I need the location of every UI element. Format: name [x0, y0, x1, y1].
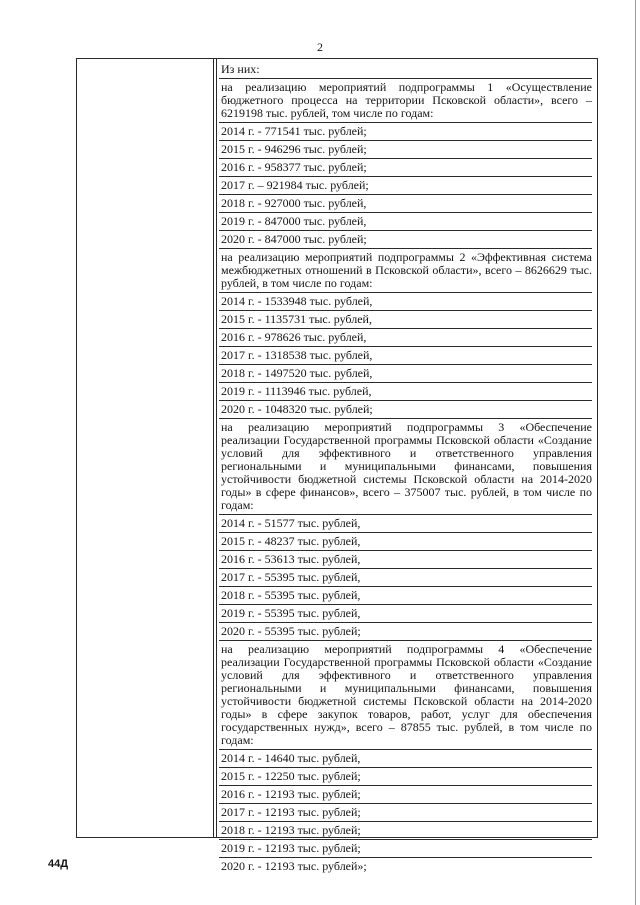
year-amount-line: 2020 г. - 55395 тыс. рублей; — [219, 623, 592, 641]
page-number: 2 — [317, 40, 323, 54]
year-amount-line: 2020 г. - 1048320 тыс. рублей; — [219, 401, 592, 419]
year-amount-line: 2016 г. - 978626 тыс. рублей, — [219, 329, 592, 347]
table-content-cell — [219, 61, 592, 875]
year-amount-line: 2015 г. - 12250 тыс. рублей; — [219, 768, 592, 786]
year-amount-line: 2016 г. - 53613 тыс. рублей, — [219, 551, 592, 569]
document-table — [76, 58, 598, 873]
year-amount-line: 2014 г. - 14640 тыс. рублей, — [219, 750, 592, 768]
year-amount-line: 2018 г. - 1497520 тыс. рублей, — [219, 365, 592, 383]
year-amount-line: 2019 г. - 847000 тыс. рублей, — [219, 213, 592, 231]
year-amount-line: 2018 г. - 12193 тыс. рублей; — [219, 822, 592, 840]
year-amount-line: 2017 г. - 12193 тыс. рублей; — [219, 804, 592, 822]
year-amount-line: 2014 г. - 771541 тыс. рублей; — [219, 123, 592, 141]
year-amount-line: 2017 г. – 921984 тыс. рублей; — [219, 177, 592, 195]
scan-edge-line — [635, 0, 636, 905]
subprogram-paragraph: на реализацию мероприятий подпрограммы 3 «Обеспечение реализации Государственной программы Псковской области «Создание условий для эффективного и ответственного управления региональными и муниципальными финансами, повышения устойчивости бюджетной системы Псковской области на 2014-2020 годы» в сфере финансов», всего – 375007 тыс. рублей, в том числе по годам: — [219, 419, 592, 515]
subprogram-paragraph: на реализацию мероприятий подпрограммы 2 «Эффективная система межбюджетных отношений в Псковской области», всего – 8626629 тыс. рублей, в том числе по годам: — [219, 249, 592, 293]
year-amount-line: 2017 г. - 55395 тыс. рублей, — [219, 569, 592, 587]
header-line: Из них: — [219, 61, 592, 79]
subprogram-paragraph: на реализацию мероприятий подпрограммы 1 «Осуществление бюджетного процесса на территории Псковской области», всего – 6219198 тыс. рублей, том числе по годам: — [219, 79, 592, 123]
column-divider-inner — [216, 59, 217, 837]
year-amount-line: 2014 г. - 51577 тыс. рублей, — [219, 515, 592, 533]
year-amount-line: 2020 г. - 12193 тыс. рублей»; — [221, 859, 367, 873]
year-amount-line: 2019 г. - 12193 тыс. рублей; — [219, 840, 592, 858]
year-amount-line: 2016 г. - 958377 тыс. рублей; — [219, 159, 592, 177]
year-amount-line: 2015 г. - 48237 тыс. рублей, — [219, 533, 592, 551]
year-amount-line: 2014 г. - 1533948 тыс. рублей, — [219, 293, 592, 311]
year-amount-line: 2018 г. - 55395 тыс. рублей, — [219, 587, 592, 605]
footer-code: 44Д — [48, 858, 69, 870]
year-amount-line: 2016 г. - 12193 тыс. рублей; — [219, 786, 592, 804]
year-amount-line: 2015 г. - 1135731 тыс. рублей, — [219, 311, 592, 329]
subprogram-paragraph: на реализацию мероприятий подпрограммы 4 «Обеспечение реализации Государственной программы Псковской области «Создание условий для эффективного и ответственного управления региональными и муниципальными финансами, повышения устойчивости бюджетной системы Псковской области на 2014-2020 годы» в сфере закупок товаров, работ, услуг для обеспечения государственных нужд», всего – 87855 тыс. рублей, в том числе по годам: — [219, 641, 592, 750]
year-amount-line: 2015 г. - 946296 тыс. рублей; — [219, 141, 592, 159]
year-amount-line: 2017 г. - 1318538 тыс. рублей, — [219, 347, 592, 365]
year-amount-line: 2020 г. - 847000 тыс. рублей; — [219, 231, 592, 249]
year-amount-line: 2019 г. - 1113946 тыс. рублей, — [219, 383, 592, 401]
column-divider — [213, 59, 214, 837]
year-amount-line: 2019 г. - 55395 тыс. рублей, — [219, 605, 592, 623]
year-amount-line: 2018 г. - 927000 тыс. рублей, — [219, 195, 592, 213]
